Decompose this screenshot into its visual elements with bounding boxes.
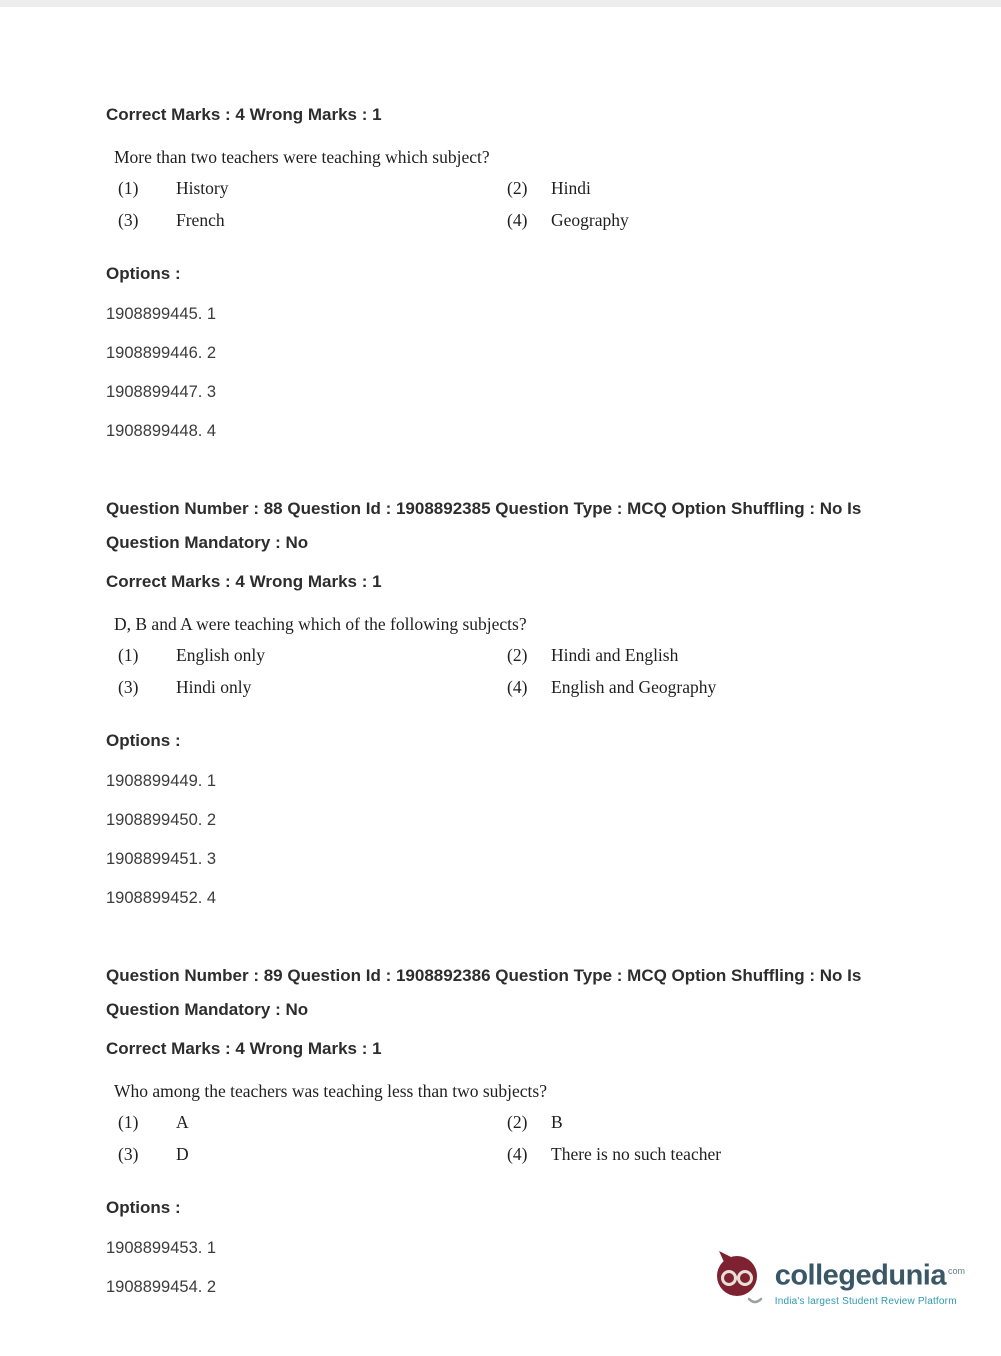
option-id: 1908899452. 4 bbox=[106, 889, 217, 907]
option-id: 1908899453. 1 bbox=[106, 1239, 217, 1257]
choice-label: Hindi and English bbox=[551, 645, 679, 665]
option-id: 1908899448. 4 bbox=[106, 422, 217, 440]
choice-label: Hindi bbox=[551, 178, 591, 198]
choice-number: (2) bbox=[507, 1112, 528, 1132]
choice-label: English and Geography bbox=[551, 677, 717, 697]
collegedunia-mascot-icon bbox=[711, 1249, 765, 1314]
choice-number: (2) bbox=[507, 178, 528, 198]
choice-number: (1) bbox=[118, 178, 139, 198]
question-header-line2: Question Mandatory : No bbox=[106, 1000, 309, 1019]
question-header-line1: Question Number : 89 Question Id : 1908892386 Question Type : MCQ Option Shuffling : No Is bbox=[106, 966, 862, 985]
option-id: 1908899445. 1 bbox=[106, 305, 217, 323]
logo-text-group bbox=[775, 1256, 965, 1308]
question-block-88 bbox=[106, 498, 941, 908]
question-header-line1: Question Number : 88 Question Id : 1908892385 Question Type : MCQ Option Shuffling : No Is bbox=[106, 499, 862, 518]
marks-line: Correct Marks : 4 Wrong Marks : 1 bbox=[106, 105, 382, 124]
option-id: 1908899451. 3 bbox=[106, 850, 217, 868]
choice-label: Geography bbox=[551, 210, 629, 230]
collegedunia-logo bbox=[711, 1249, 965, 1314]
question-header-line2: Question Mandatory : No bbox=[106, 533, 309, 552]
question-block-87 bbox=[106, 104, 941, 441]
option-id: 1908899454. 2 bbox=[106, 1278, 217, 1296]
choice-number: (2) bbox=[507, 645, 528, 665]
choice-number: (3) bbox=[118, 677, 139, 697]
choice-number: (3) bbox=[118, 210, 139, 230]
options-heading: Options : bbox=[106, 1198, 181, 1217]
choices-grid bbox=[118, 176, 941, 232]
options-heading: Options : bbox=[106, 264, 181, 283]
choice-label: History bbox=[176, 178, 229, 198]
choice-label: French bbox=[176, 210, 225, 230]
choice-label: A bbox=[176, 1112, 189, 1132]
options-heading: Options : bbox=[106, 731, 181, 750]
choice-label: D bbox=[176, 1144, 189, 1164]
choices-grid bbox=[118, 1110, 941, 1166]
option-id: 1908899447. 3 bbox=[106, 383, 217, 401]
brand-text: collegedunia bbox=[774, 1259, 946, 1292]
option-id: 1908899446. 2 bbox=[106, 344, 217, 362]
page-top-strip bbox=[0, 0, 1001, 7]
choice-label: There is no such teacher bbox=[551, 1144, 722, 1164]
choice-label: Hindi only bbox=[176, 677, 252, 697]
option-id: 1908899449. 1 bbox=[106, 772, 217, 790]
question-text: More than two teachers were teaching which subject? bbox=[114, 147, 490, 167]
choices-grid bbox=[118, 643, 941, 699]
choice-number: (4) bbox=[507, 677, 528, 697]
choice-number: (1) bbox=[118, 1112, 139, 1132]
marks-line: Correct Marks : 4 Wrong Marks : 1 bbox=[106, 1039, 382, 1058]
brand-tagline: India's largest Student Review Platform bbox=[774, 1296, 957, 1308]
choice-number: (3) bbox=[118, 1144, 139, 1164]
choice-label: B bbox=[551, 1112, 563, 1132]
question-text: D, B and A were teaching which of the following subjects? bbox=[114, 614, 527, 634]
question-text: Who among the teachers was teaching less than two subjects? bbox=[114, 1081, 547, 1101]
choice-label: English only bbox=[176, 645, 265, 665]
question-block-89 bbox=[106, 965, 941, 1297]
choice-number: (1) bbox=[118, 645, 139, 665]
brand-suffix: com bbox=[947, 1265, 965, 1276]
brand-name bbox=[775, 1256, 965, 1291]
choice-number: (4) bbox=[507, 210, 528, 230]
choice-number: (4) bbox=[507, 1144, 528, 1164]
option-id: 1908899450. 2 bbox=[106, 811, 217, 829]
marks-line: Correct Marks : 4 Wrong Marks : 1 bbox=[106, 572, 382, 591]
